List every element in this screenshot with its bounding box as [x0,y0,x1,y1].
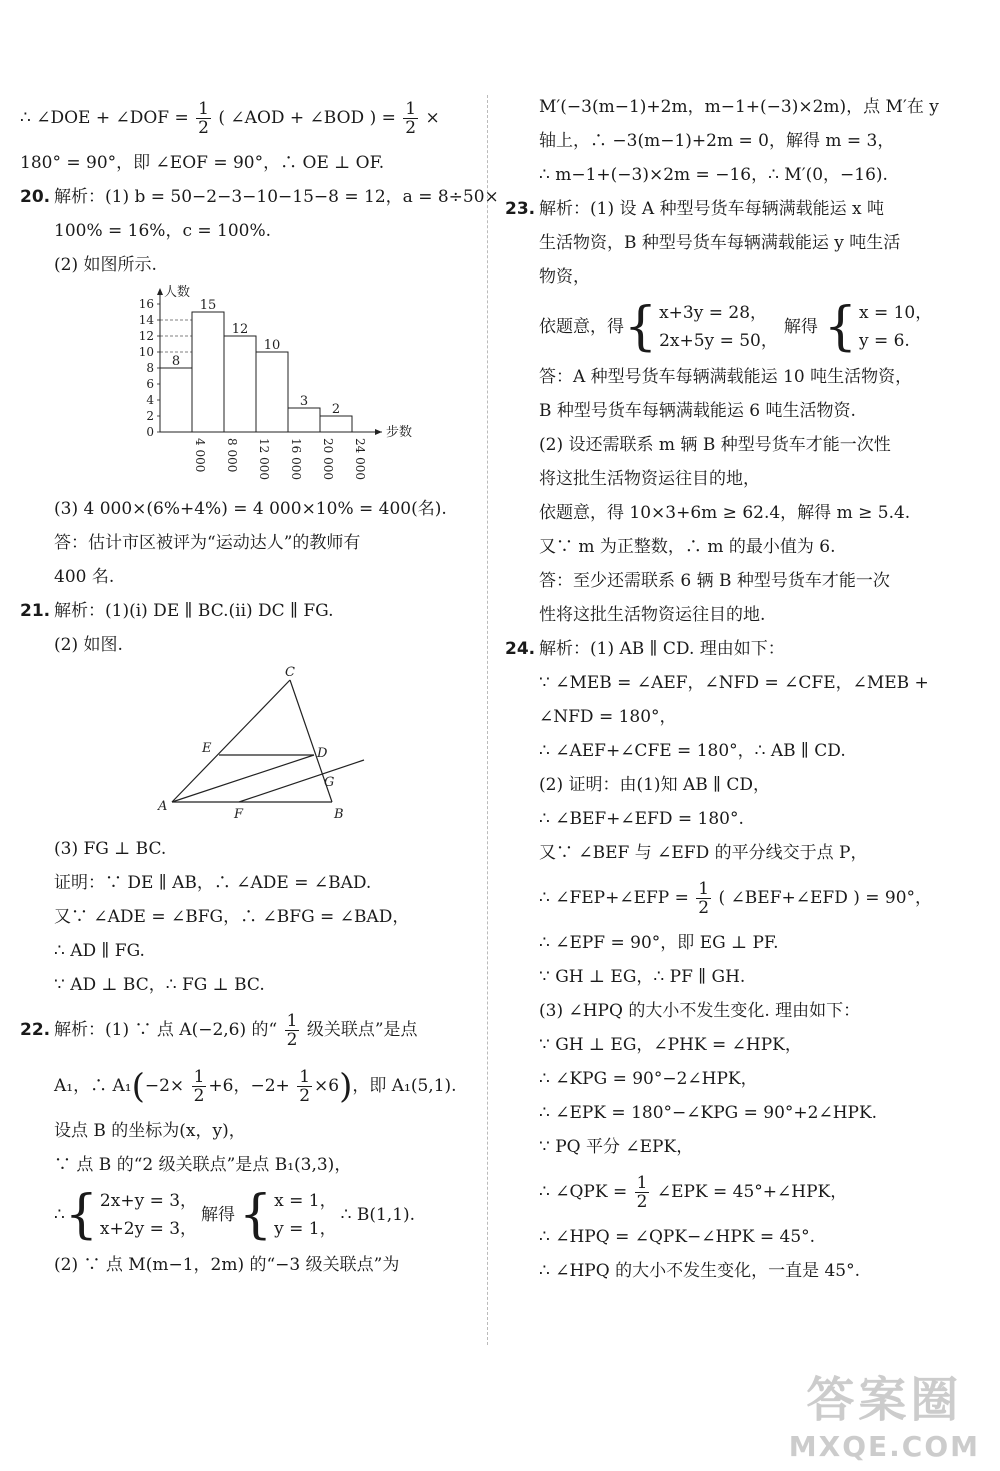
text: A₁，∴ A₁ [54,1076,132,1096]
q24-line-8 [505,870,955,926]
equations [100,1187,197,1243]
text: ，即 A₁(5,1). [352,1076,457,1096]
label-d: D [317,746,328,761]
bar [224,336,256,432]
bar-value-label: 8 [171,354,181,369]
q22-line-2 [20,1058,470,1114]
watermark-site: MXQE.COM [788,1430,980,1463]
solution: x = 1， [274,1191,337,1211]
solution: y = 1， [274,1219,337,1239]
q23-line-4 [505,294,955,360]
q20-line-4: (3) 4 000×(6%+4%) = 4 000×10% = 400(名). [54,499,447,519]
q23-line-6: B 种型号货车每辆满载能运 6 吨生活物资. [539,401,856,421]
y-tick-label: 12 [138,329,154,343]
q22-line-5 [20,1182,470,1248]
q19-line-1 [20,90,470,146]
histogram-chart [20,282,470,492]
watermark [789,1361,980,1463]
y-tick-label: 14 [138,313,154,327]
y-tick-label: 6 [146,377,154,391]
bar-value-label: 3 [299,394,309,409]
bar [288,408,320,432]
text: 解析：(1)(i) DE ∥ BC.(ii) DC ∥ FG. [54,601,334,621]
numerator: 1 [698,879,710,899]
text: × [425,108,440,128]
q20-line-6: 400 名. [54,567,115,587]
q21-line-4: 证明：∵ DE ∥ AB，∴ ∠ADE = ∠BAD. [54,873,372,893]
equations [659,299,778,355]
x-tick-label: 12 000 [257,438,271,480]
text: ( ∠BEF+∠EFD ) = 90°， [718,888,933,908]
q24-line-10: ∵ GH ⊥ EG，∴ PF ∥ GH. [539,967,746,987]
denominator: 2 [198,118,209,138]
q24-line-4: ∴ ∠AEF+∠CFE = 180°，∴ AB ∥ CD. [539,741,846,761]
q23-line-9: 依题意，得 10×3+6m ≥ 62.4，解得 m ≥ 5.4. [539,503,911,523]
fraction [196,100,211,137]
solution: y = 6. [858,331,910,351]
q24-line-9: ∴ ∠EPF = 90°，即 EG ⊥ PF. [539,933,779,953]
text: ∴ ∠QPK = [539,1182,628,1202]
denominator: 2 [286,1030,298,1050]
q22-line-1 [20,1002,470,1058]
text: 解得 [201,1205,236,1225]
fraction [297,1068,312,1105]
fraction [696,880,711,917]
fraction [285,1012,300,1049]
label-b: B [334,807,344,822]
q23-line-10: 又∵ m 为正整数，∴ m 的最小值为 6. [539,537,836,557]
y-axis-arrow [157,288,163,295]
equation: x+3y = 28， [659,303,768,323]
q24-line-3: ∠NFD = 180°， [539,707,677,727]
denominator: 2 [299,1086,311,1106]
q22-line-6: (2) ∵ 点 M(m−1，2m) 的“−3 级关联点”为 [54,1255,400,1275]
watermark-logo: 答案圈 [806,1372,963,1428]
q23-line-5: 答：A 种型号货车每辆满载能运 10 吨生活物资， [539,367,913,387]
x-tick-label: 20 000 [321,438,335,480]
q24-line-13: ∴ ∠KPG = 90°−2∠HPK， [539,1069,758,1089]
numerator: 1 [286,1011,298,1031]
q21-line-3: (3) FG ⊥ BC. [54,839,167,859]
equation-system [54,1182,470,1248]
brace: { [823,297,857,357]
text: ∠EPK = 45°+∠HPK， [656,1182,848,1202]
brace: { [64,1185,98,1245]
q21-line-1 [20,594,470,628]
q21-line-2: (2) 如图. [54,635,123,655]
text: −2× [144,1076,185,1096]
bar-value-label: 12 [231,322,249,337]
text: ∴ B(1,1). [340,1205,416,1225]
x-tick-label: 24 000 [353,438,367,480]
text: ∴ [54,1205,65,1225]
question-number: 24. [505,639,536,659]
solution: x = 10， [858,303,933,323]
segment-ad [172,755,314,802]
bar-value-label: 2 [331,402,341,417]
bar [256,352,288,432]
q22-cont-line-3: ∴ m−1+(−3)×2m = −16，∴ M′(0，−16). [539,165,888,185]
text: 解得 [783,317,818,337]
q24-line-18: ∴ ∠HPQ 的大小不发生变化，一直是 45°. [539,1261,861,1281]
q24-line-6: ∴ ∠BEF+∠EFD = 180°. [539,809,744,829]
q23-line-7: (2) 设还需联系 m 辆 B 种型号货车才能一次性 [539,435,891,455]
y-axis-label: 人数 [164,285,191,300]
fraction [635,1174,650,1211]
bar [160,368,192,432]
line-fg [239,760,364,802]
text: 解析：(1) ∵ 点 A(−2,6) 的“ [54,1020,278,1040]
y-tick-label: 16 [138,297,154,311]
x-tick-label: 16 000 [289,438,303,480]
question-number: 21. [20,601,51,621]
q20-line-3: (2) 如图所示. [54,255,157,275]
denominator: 2 [698,898,710,918]
solutions [859,299,932,355]
equation: x+2y = 3， [99,1219,198,1239]
text: ∴ ∠DOE + ∠DOF = [20,108,189,128]
paren-right: ) [339,1066,353,1107]
q20-line-1 [20,180,499,214]
q24-line-5: (2) 证明：由(1)知 AB ∥ CD， [539,775,771,795]
denominator: 2 [405,118,417,138]
q24-line-1 [505,632,955,666]
x-tick-label: 8 000 [225,438,239,473]
numerator: 1 [405,99,417,119]
text: ×6 [314,1076,340,1096]
q23-line-12: 性将这批生活物资运往目的地. [539,605,766,625]
y-tick-label: 10 [138,345,154,359]
q24-line-16 [505,1164,955,1220]
fraction [192,1068,207,1105]
q22-cont-line-2: 轴上，∴ −3(m−1)+2m = 0，解得 m = 3， [539,131,895,151]
q21-line-7: ∵ AD ⊥ BC，∴ FG ⊥ BC. [54,975,265,995]
question-number: 20. [20,187,51,207]
question-number: 22. [20,1020,51,1040]
y-tick-label: 8 [146,361,154,375]
geometry-figure [20,662,470,832]
x-axis-label: 步数 [386,425,413,440]
denominator: 2 [636,1192,648,1212]
equation: 2x+5y = 50， [659,331,778,351]
q24-line-15: ∵ PQ 平分 ∠EPK， [539,1137,694,1157]
question-number: 23. [505,199,536,219]
bar-value-label: 15 [199,298,217,313]
q24-line-12: ∵ GH ⊥ EG，∠PHK = ∠HPK， [539,1035,802,1055]
q23-line-11: 答：至少还需联系 6 辆 B 种型号货车才能一次 [539,571,890,591]
text: 解析：(1) AB ∥ CD. 理由如下： [539,639,785,659]
q24-line-11: (3) ∠HPQ 的大小不发生变化. 理由如下： [539,1001,861,1021]
right-column [505,90,955,1288]
paren-left: ( [131,1066,145,1107]
q21-line-6: ∴ AD ∥ FG. [54,941,145,961]
text: 依题意，得 [539,317,624,337]
text: 解析：(1) 设 A 种型号货车每辆满载能运 x 吨 [539,199,884,219]
y-tick-label: 2 [146,409,154,423]
bar [192,312,224,432]
label-a: A [158,799,168,814]
text: +6，−2+ [208,1076,290,1096]
column-divider [487,95,488,1345]
numerator: 1 [636,1173,648,1193]
q23-line-8: 将这批生活物资运往目的地， [539,469,760,489]
left-column [20,90,499,1282]
equation: 2x+y = 3， [99,1191,198,1211]
bar [320,416,352,432]
x-tick-label: 4 000 [193,438,207,473]
solutions [274,1187,336,1243]
text: ∴ ∠FEP+∠EFP = [539,888,689,908]
numerator: 1 [299,1067,311,1087]
y-tick-label: 4 [146,393,154,407]
q23-line-2: 生活物资，B 种型号货车每辆满载能运 y 吨生活 [539,233,901,253]
numerator: 1 [198,99,209,119]
histogram-figure [20,282,470,492]
q23-line-1 [505,192,955,226]
equation-system [539,294,955,360]
q21-line-5: 又∵ ∠ADE = ∠BFG，∴ ∠BFG = ∠BAD， [54,907,410,927]
q22-cont-line-1: M′(−3(m−1)+2m，m−1+(−3)×2m)，点 M′在 y [539,97,939,117]
x-axis-arrow [375,429,382,435]
label-e: E [202,741,212,756]
triangle-diagram [20,662,470,832]
label-f: F [234,807,244,822]
q22-line-3: 设点 B 的坐标为(x，y)， [54,1121,246,1141]
brace: { [239,1185,273,1245]
text: 解析：(1) b = 50−2−3−10−15−8 = 12，a = 8÷50× [54,187,499,207]
brace: { [624,297,658,357]
text: ( ∠AOD + ∠BOD ) = [218,108,396,128]
numerator: 1 [193,1067,205,1087]
q24-line-7: 又∵ ∠BEF 与 ∠EFD 的平分线交于点 P， [539,843,868,863]
y-tick-label: 0 [146,425,154,439]
label-g: G [324,775,335,790]
q24-line-17: ∴ ∠HPQ = ∠QPK−∠HPK = 45°. [539,1227,816,1247]
q20-line-2: 100% = 16%，c = 100%. [54,221,272,241]
segment-ac [172,680,290,802]
label-c: C [285,665,295,680]
q24-line-2: ∵ ∠MEB = ∠AEF，∠NFD = ∠CFE，∠MEB + [539,673,929,693]
text: 级关联点”是点 [306,1020,418,1040]
q19-line-2: 180° = 90°，即 ∠EOF = 90°，∴ OE ⊥ OF. [20,153,385,173]
q22-line-4: ∵ 点 B 的“2 级关联点”是点 B₁(3,3)， [54,1155,352,1175]
q20-line-5: 答：估计市区被评为“运动达人”的教师有 [54,533,361,553]
bar-value-label: 10 [263,338,281,353]
fraction [403,100,418,137]
q23-line-3: 物资， [539,267,590,287]
denominator: 2 [193,1086,205,1106]
q24-line-14: ∴ ∠EPK = 180°−∠KPG = 90°+2∠HPK. [539,1103,878,1123]
